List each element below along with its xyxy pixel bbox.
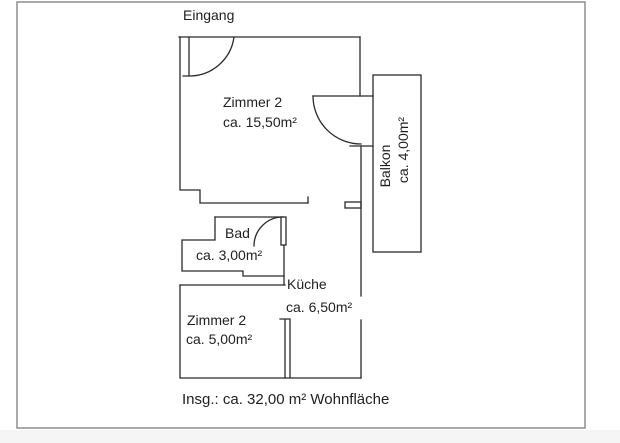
balcony-door-arc xyxy=(313,96,361,144)
room-top-area: ca. 15,50m² xyxy=(223,114,297,130)
kitchen-name: Küche xyxy=(287,276,327,292)
kitchen-divider-wall xyxy=(280,319,290,378)
entrance-door-leaf xyxy=(183,37,189,76)
entrance-door-arc xyxy=(189,37,234,76)
room-top-name: Zimmer 2 xyxy=(223,94,283,110)
total-area-label: Insg.: ca. 32,00 m² Wohnfläche xyxy=(182,391,390,408)
balcony-area: ca. 4,00m² xyxy=(395,116,411,184)
balcony-name: Balkon xyxy=(377,144,393,188)
kitchen-area: ca. 6,50m² xyxy=(286,299,353,315)
page-bottom-strip xyxy=(0,430,620,443)
bath-area: ca. 3,00m² xyxy=(196,247,263,263)
bath-door-arc xyxy=(254,217,283,246)
bath-door-leaf xyxy=(281,217,286,245)
room-bottom-area: ca. 5,00m² xyxy=(186,331,253,347)
bath-name: Bad xyxy=(225,225,250,241)
plan-frame xyxy=(17,2,585,428)
room-bottom-name: Zimmer 2 xyxy=(187,312,247,328)
wall-section-marker xyxy=(345,202,361,208)
entrance-label: Eingang xyxy=(183,7,235,23)
